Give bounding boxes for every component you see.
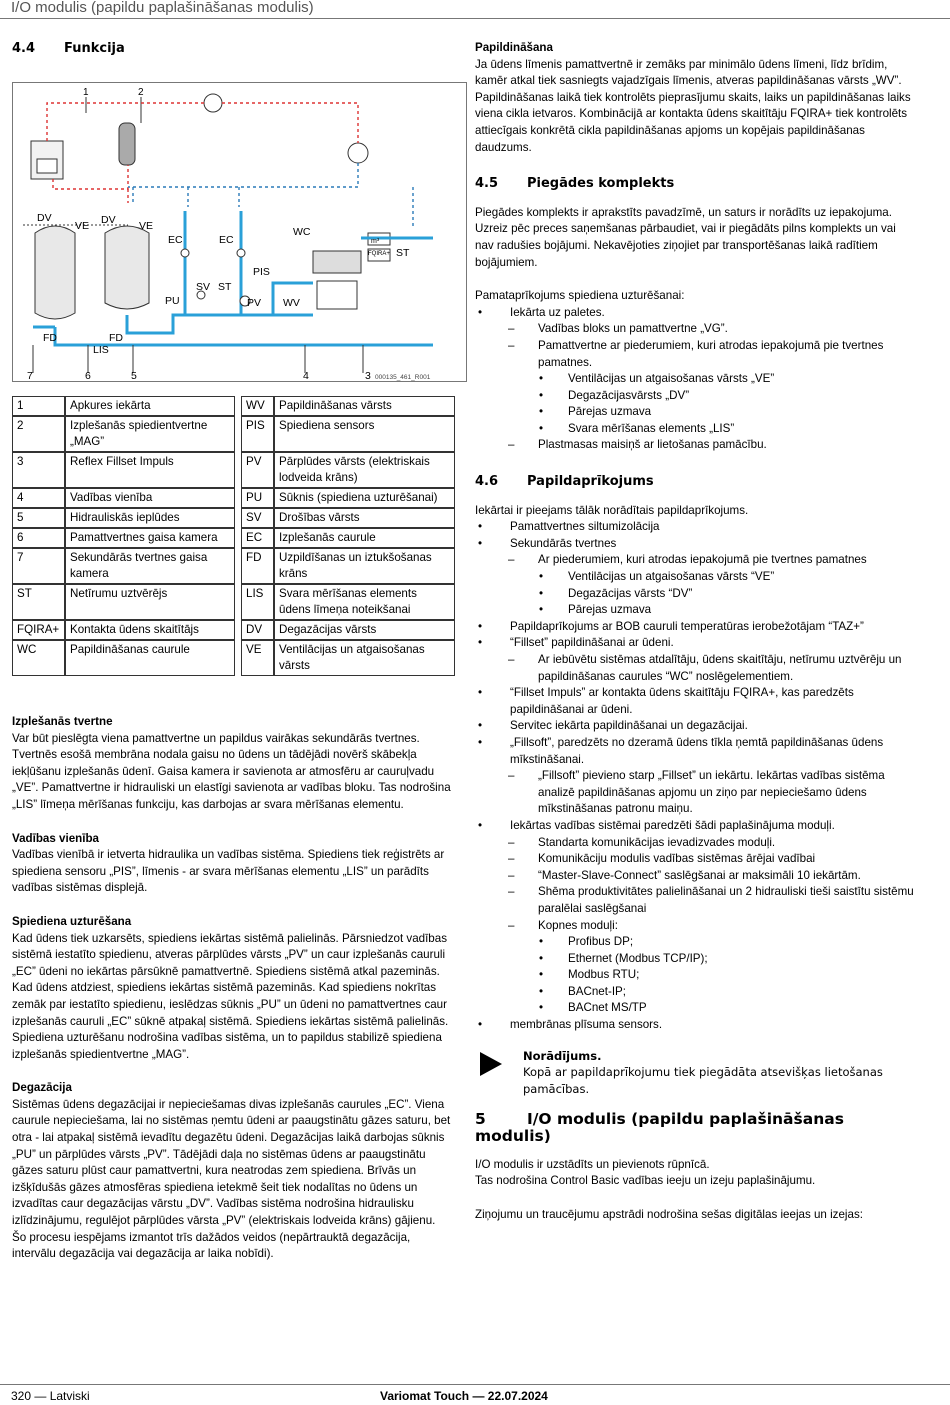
legend-value: Izplešanās spiedientvertne „MAG”	[65, 416, 235, 452]
section-number: 4.6	[475, 474, 499, 490]
diagram-label-wv: WV	[283, 297, 300, 309]
legend-key: PV	[241, 452, 274, 488]
list-item: • Ventilācijas un atgaisošanas vārsts „VE”	[475, 371, 915, 388]
diagram-label-wc: WC	[293, 226, 311, 238]
vadibas-title: Vadības vienība	[12, 831, 99, 845]
list-item: – “Master-Slave-Connect” saslēgšanai ar maksimāli 10 iekārtām.	[475, 868, 915, 885]
diagram-label-ec2: EC	[219, 234, 234, 246]
legend-key: 1	[12, 396, 65, 416]
legend-value: Drošības vārsts	[274, 508, 455, 528]
diagram-label-fd2: FD	[109, 332, 123, 344]
diagram-svg	[13, 83, 468, 383]
section-5-heading	[475, 1111, 915, 1144]
legend-value: Degazācijas vārsts	[274, 620, 455, 640]
diagram-label-pis: PIS	[253, 266, 270, 278]
legend-key: 2	[12, 416, 65, 452]
legend-row	[12, 396, 455, 416]
legend-key: 7	[12, 548, 65, 584]
diagram-label-st2: ST	[396, 247, 410, 259]
list-item: • Degazācijasvārsts „DV”	[475, 388, 915, 405]
list-item: – Standarta komunikācijas ievadizvades moduļi.	[475, 835, 915, 852]
legend-row	[12, 640, 455, 676]
section-number: 4.4	[12, 41, 36, 56]
diagram-label-dv1: DV	[37, 212, 52, 224]
legend-key: FQIRA+	[12, 620, 65, 640]
diagram-code: 000135_461_R001	[375, 374, 431, 381]
list-item: • Iekārtas vadības sistēmai paredzēti šādi paplašinājuma moduļi.	[475, 818, 915, 835]
legend-key: FD	[241, 548, 274, 584]
list-item: • Ventilācijas un atgaisošanas vārsts “VE”	[475, 569, 915, 586]
list-item: • “Fillset Impuls” ar kontakta ūdens skaitītāju FQIRA+, kas paredzēts papildināšanai ar ūdeni.	[475, 685, 915, 718]
vadibas-body: Vadības vienībā ir ietverta hidraulika un vadības sistēma. Spiediens tiek reģistrēts ar spiediena sensoru „PIS”, līmenis - ar svara mērīšanas elementu „LIS” un parādīts vadības sistēmas displejā.	[12, 848, 445, 895]
legend-key: LIS	[241, 584, 274, 620]
diagram-label-pv: PV	[247, 297, 262, 309]
diagram-label-fd1: FD	[43, 332, 57, 344]
note-title: Norādījums.	[523, 1048, 602, 1063]
legend-key: 6	[12, 528, 65, 548]
io-body-2: Tas nodrošina Control Basic vadības ieeju un izeju paplašinājumu.	[475, 1174, 816, 1188]
legend-value: Sekundārās tvertnes gaisa kamera	[65, 548, 235, 584]
left-text-column	[12, 714, 452, 1263]
section-number: 4.5	[475, 176, 499, 192]
list-item: • Pamattvertnes siltumizolācija	[475, 519, 915, 536]
legend-key: ST	[12, 584, 65, 620]
legend-value: Vadības vienība	[65, 488, 235, 508]
legend-row	[12, 452, 455, 488]
list-item: – Shēma produktivitātes palielināšanai un 2 hidrauliski tieši saistītu sistēmu paralēlai saslēgšanai	[475, 884, 915, 917]
legend-value: Uzpildīšanas un iztukšošanas krāns	[274, 548, 455, 584]
legend-key: 3	[12, 452, 65, 488]
degazacija-body: Sistēmas ūdens degazācijai ir nepieciešamas divas izplešanās caurules „EC”. Viena caurule nepieciešama, lai no sistēmas ņemtu ūdeni ar paaugstinātu gāzes saturu, bet otra - lai atpakaļ sistēmā ievadītu degazētu ūdeni. Degazācijas laikā darbojas sūknis „PU” un pārplūdes vārsts „PV”. Tādējādi daļa no sistēmas ūdens ar paaugstinātu gāzes saturu plūst caur pamattvertni, kura neatrodas zem spiediena. Brīvās un izšķīdušās gāzes atmosfēras spiediena ietekmē šeit tiek nodalītas no ūdens un izvadītas caur degazācijas vārstu „DV”. Vadības sistēma nodrošina hidraulisku izlīdzinājumu, regulējot pārplūdes vārsta „PV” (elektriskais lodveida krāns) gājienu. Šo procesu iespējams izmantot trīs dažādos veidos (nepārtrauktā degazācija, intervālu degazācija vai degazācija ar laika nobīdi).	[12, 1097, 451, 1261]
section-4-5-heading	[475, 176, 915, 193]
diagram-label-6: 6	[85, 370, 91, 382]
diagram-label-m3: m³	[371, 238, 380, 245]
list-item: • “Fillset” papildināšanai ar ūdeni.	[475, 635, 915, 652]
legend-key: 5	[12, 508, 65, 528]
legend-value: Apkures iekārta	[65, 396, 235, 416]
list-item: • Ethernet (Modbus TCP/IP);	[475, 951, 915, 968]
list-item: – Kopnes moduļi:	[475, 918, 915, 935]
legend-value: Reflex Fillset Impuls	[65, 452, 235, 488]
play-arrow-icon	[480, 1052, 502, 1076]
list-item: • Servitec iekārta papildināšanai un degazācijai.	[475, 718, 915, 735]
diagram-label-ec1: EC	[168, 234, 183, 246]
section-title: Papildaprīkojums	[527, 474, 654, 490]
degazacija-title: Degazācija	[12, 1081, 72, 1095]
diagram-label-5: 5	[131, 370, 137, 382]
izplesanas-body: Var būt pieslēgta viena pamattvertne un papildus vairākas sekundārās tvertnes. Tvertnēs esošā membrāna nodala gaisu no ūdens un tādējādi novērš skābekļa iekļūšanu izplešanās ūdenī. Gaisa kamera ir savienota ar atmosfēru ar cauruļvadu „VE”. Pamattvertne ir hidrauliski un elastīgi savienota ar vadības bloku. Tas nodrošina „LIS” līmeņa mērīšanas funkciju, kas darbojas ar svara mērīšanas elementu.	[12, 731, 451, 811]
list-item: • Degazācijas vārsts “DV”	[475, 586, 915, 603]
note-body: Kopā ar papildaprīkojumu tiek piegādāta atsevišķas lietošanas pamācības.	[523, 1065, 883, 1096]
piegades-list	[475, 305, 915, 454]
diagram-label-fqira: FQIRA+	[368, 251, 390, 257]
diagram-label-lis: LIS	[93, 344, 109, 356]
list-item: • membrānas plīsuma sensors.	[475, 1017, 915, 1034]
list-item: • Papildaprīkojums ar BOB cauruli temperatūras ierobežotājam “TAZ+”	[475, 619, 915, 636]
io-body-1: I/O modulis ir uzstādīts un pievienots rūpnīcā.	[475, 1157, 710, 1171]
piegades-body: Piegādes komplekts ir aprakstīts pavadzīmē, un saturs ir norādīts uz iepakojuma. Uzreiz pēc preces saņemšanas pārbaudiet, vai ir piegādāts pilns komplekts un vai nav radušies bojājumi. Nekavējoties ziņojiet par transportēšanas laikā radītiem bojājumiem.	[475, 205, 896, 269]
diagram-label-4: 4	[303, 370, 309, 382]
list-item: • „Fillsoft”, paredzēts no dzeramā ūdens tīkla ņemtā papildināšanas ūdens mīkstināšanai.	[475, 735, 915, 768]
footer-document-title: Variomat Touch — 22.07.2024	[380, 1389, 548, 1403]
list-item: • Sekundārās tvertnes	[475, 536, 915, 553]
header-divider	[0, 18, 950, 19]
list-item: – Vadības bloks un pamattvertne „VG”.	[475, 321, 915, 338]
diagram-label-ve2: VE	[139, 220, 154, 232]
legend-key: WC	[12, 640, 65, 676]
list-item: – Ar piederumiem, kuri atrodas iepakojumā pie tvertnes pamatnes	[475, 552, 915, 569]
legend-row	[12, 488, 455, 508]
right-text-column	[475, 40, 915, 1223]
legend-row	[12, 620, 455, 640]
legend-key: DV	[241, 620, 274, 640]
hydraulic-diagram	[12, 82, 467, 382]
piegades-intro: Pamataprīkojums spiediena uzturēšanai:	[475, 289, 685, 303]
section-number: 5	[475, 1110, 486, 1129]
legend-row	[12, 584, 455, 620]
legend-value: Papildināšanas caurule	[65, 640, 235, 676]
legend-key: PU	[241, 488, 274, 508]
list-item: – „Fillsoft” pievieno starp „Fillset” un iekārtu. Iekārtas vadības sistēma analizē papildināšanas apjomu un ziņo par nepieciešamo ūdens mīkstināšanas patronu maiņu.	[475, 768, 915, 818]
list-item: • Svara mērīšanas elements „LIS”	[475, 421, 915, 438]
list-item: • Pārejas uzmava	[475, 602, 915, 619]
list-item: • Iekārta uz paletes.	[475, 305, 915, 322]
legend-key: VE	[241, 640, 274, 676]
io-body-3: Ziņojumu un traucējumu apstrādi nodrošina sešas digitālas ieejas un izejas:	[475, 1207, 863, 1221]
spiediena-title: Spiediena uzturēšana	[12, 914, 132, 928]
section-title: Funkcija	[64, 41, 125, 56]
legend-value: Pamattvertnes gaisa kamera	[65, 528, 235, 548]
section-title: Piegādes komplekts	[527, 176, 675, 192]
legend-value: Kontakta ūdens skaitītājs	[65, 620, 235, 640]
diagram-label-st1: ST	[218, 281, 232, 293]
papildaprikojums-intro: Iekārtai ir pieejams tālāk norādītais papildaprīkojums.	[475, 503, 749, 517]
legend-row	[12, 416, 455, 452]
legend-table	[12, 396, 455, 676]
list-item: • BACnet-IP;	[475, 984, 915, 1001]
legend-key: EC	[241, 528, 274, 548]
diagram-label-dv2: DV	[101, 214, 116, 226]
diagram-label-1: 1	[83, 87, 89, 98]
page-header: I/O modulis (papildu paplašināšanas modulis)	[11, 0, 314, 16]
section-4-4-heading	[12, 41, 125, 58]
legend-row	[12, 548, 455, 584]
section-4-6-heading	[475, 474, 915, 491]
footer-page-number: 320 — Latviski	[11, 1389, 90, 1403]
list-item: – Pamattvertne ar piederumiem, kuri atrodas iepakojumā pie tvertnes pamatnes.	[475, 338, 915, 371]
note-box	[475, 1048, 915, 1098]
legend-value: Spiediena sensors	[274, 416, 455, 452]
diagram-label-7: 7	[27, 370, 33, 382]
legend-value: Hidrauliskās ieplūdes	[65, 508, 235, 528]
papildinasana-title: Papildināšana	[475, 41, 553, 54]
legend-value: Netīrumu uztvērējs	[65, 584, 235, 620]
diagram-label-pu: PU	[165, 295, 180, 307]
spiediena-body: Kad ūdens tiek uzkarsēts, spiediens iekārtas sistēmā palielinās. Pārsniedzot vadības sistēmā iestatīto spiedienu, atveras pārplūdes vārsts „PV” un caur izplešanās cauruli „EC” ūdeni no iekārtas pārsūknē pamattvertnē. Spiediens sistēmā atkal pazeminās. Kad ūdens atdziest, spiediens iekārtas sistēmā pazeminās. Kad spiediens nokrītas zemāk par iestatīto spiedienu, ieslēdzas sūknis „PU” un ūdeni no pamattvertnes caur izplešanās cauruli „EC” sūknē atpakaļ sistēmā. Spiediens iekārtas sistēmā palielinās. Spiediena uzturēšanu nodrošina vadības sistēma, un to papildus stabilizē spiediena izplešanās spiedientvertne „MAG”.	[12, 931, 449, 1061]
papildaprikojums-list	[475, 519, 915, 1033]
footer-divider	[0, 1384, 950, 1385]
legend-value: Sūknis (spiediena uzturēšanai)	[274, 488, 455, 508]
diagram-label-ve1: VE	[75, 220, 90, 232]
legend-row	[12, 508, 455, 528]
diagram-label-sv: SV	[196, 281, 211, 293]
list-item: – Ar iebūvētu sistēmas atdalītāju, ūdens skaitītāju, netīrumu uztvērēju un papildināšanas caurules “WC” noslēgelementiem.	[475, 652, 915, 685]
legend-value: Ventilācijas un atgaisošanas vārsts	[274, 640, 455, 676]
legend-value: Izplešanās caurule	[274, 528, 455, 548]
legend-value: Pārplūdes vārsts (elektriskais lodveida krāns)	[274, 452, 455, 488]
diagram-label-3: 3	[365, 370, 371, 382]
list-item: • Pārejas uzmava	[475, 404, 915, 421]
diagram-label-2: 2	[138, 87, 144, 98]
legend-row	[12, 528, 455, 548]
legend-value: Svara mērīšanas elements ūdens līmeņa noteikšanai	[274, 584, 455, 620]
legend-key: WV	[241, 396, 274, 416]
legend-key: SV	[241, 508, 274, 528]
list-item: – Plastmasas maisiņš ar lietošanas pamācību.	[475, 437, 915, 454]
legend-key: 4	[12, 488, 65, 508]
legend-key: PIS	[241, 416, 274, 452]
list-item: – Komunikāciju modulis vadības sistēmas ārējai vadībai	[475, 851, 915, 868]
legend-value: Papildināšanas vārsts	[274, 396, 455, 416]
list-item: • BACnet MS/TP	[475, 1000, 915, 1017]
papildinasana-body: Ja ūdens līmenis pamattvertnē ir zemāks par minimālo ūdens līmeni, līdz brīdim, kamēr atkal tiek sasniegts vajadzīgais līmenis, atveras papildināšanas vārsts „WV”. Papildināšanas laikā tiek kontrolēts pieprasījumu skaits, laiks un papildināšanas laiks viena cikla ietvaros. Kombinācijā ar kontakta ūdens skaitītāju FQIRA+ tiek kontrolēts attiecīgais konkrētā cikla papildināšanas apjoms un kopējais papildināšanas daudzums.	[475, 57, 911, 154]
izplesanas-title: Izplešanās tvertne	[12, 715, 113, 728]
section-title: I/O modulis (papildu paplašināšanas modulis)	[475, 1110, 844, 1146]
list-item: • Modbus RTU;	[475, 967, 915, 984]
list-item: • Profibus DP;	[475, 934, 915, 951]
